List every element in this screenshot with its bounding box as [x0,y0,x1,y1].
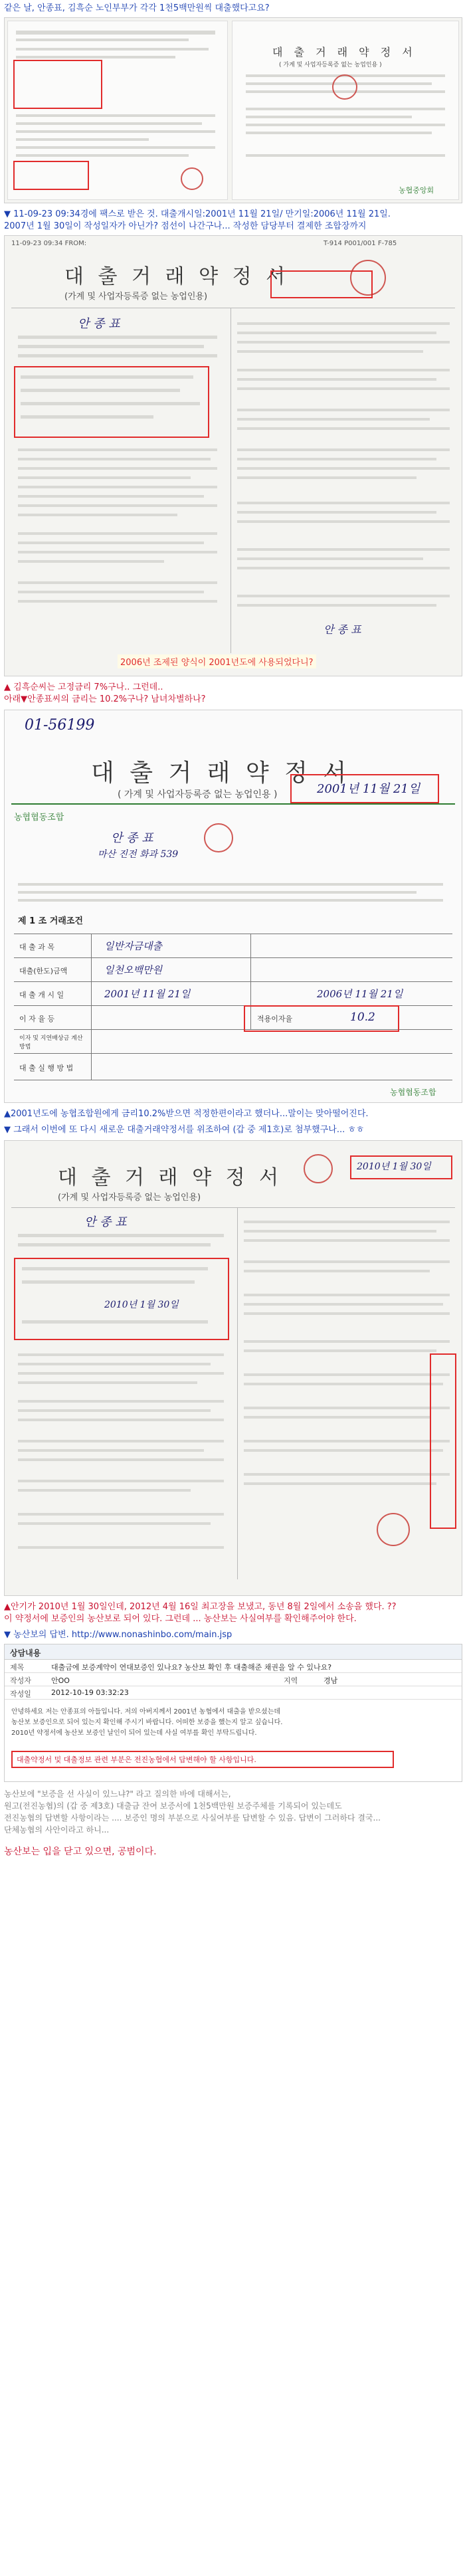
doc4-seal-bottom [377,1513,410,1546]
doc2-seal-top [350,260,386,296]
caption-answer: ▼ 농산보의 답변. http://www.nonashinbo.com/main.jsp [4,1630,232,1640]
qa-body-line-3: 2010년 약정서에 농산보 보증인 날인이 되어 있는데 사실 여부를 확인 부탁드립니다. [11,1730,257,1737]
doc3-value-product: 일반자금대출 [104,940,162,952]
doc1-seal [332,74,357,100]
doc4-name-hand: 안 종 표 [84,1215,127,1229]
doc3-section-1: 제 1 조 거래조건 [18,916,83,926]
note-line-2: 원고(전진농협)의 (갑 중 제3호) 대출금 잔여 보증서에 1천5백만원 보증주체를 기록되어 있는데도 [4,1801,342,1811]
doc3-value-amount: 일천오백만원 [104,964,162,976]
scan-documents-pair [4,17,462,203]
caption-intro: 같은 날, 안종표, 김흑순 노인부부가 각각 1천5백만원씩 대출했다고요? [4,3,270,13]
doc3-row-amount: 대출(한도)금액 [19,967,68,975]
doc2-subtitle: (가계 및 사업자등록증 없는 농업인용) [64,292,208,302]
doc3-value-start: 2001년 11월 21일 [104,988,191,1000]
highlight-rate [244,1005,399,1032]
caption-closing: 농산보는 입을 닫고 있으면, 공범이다. [4,1846,157,1857]
caption-forged: ▼ 그래서 이번에 또 다시 새로운 대출거래약정서를 위조하여 (갑 중 제1호)로 첨부했구나... ㅎㅎ [4,1125,365,1135]
doc1-footer-logo: 농협중앙회 [399,186,434,195]
caption-rate-note: ▲2001년도에 농협조합원에게 금리10.2%받으면 적정한편이라고 했더나...말이는 맞아떨어진다. [4,1109,369,1119]
doc2-title: 대 출 거 래 약 정 서 [64,265,290,288]
doc3-value-end: 2006년 11월 21일 [317,988,403,1000]
doc3-row-start: 대 출 개 시 일 [19,991,64,999]
qa-writer-value: 안OO [51,1676,70,1685]
doc3-footer: 농협협동조합 [390,1088,436,1097]
caption-fax: ▼ 11-09-23 09:34경에 팩스로 받은 것. 대출개시일:2001년 11월 21일/ 만기일:2006년 11월 21일. [4,209,391,219]
qa-title-value: 대출금에 보증계약이 연대보증인 있나요? 농산보 확인 후 대출해준 채권을 알 수 있나요? [51,1663,332,1672]
qa-date-value: 2012-10-19 03:32:23 [51,1688,129,1697]
doc3-seal [204,823,233,852]
doc2-hand-name: 안 종 표 [78,317,120,331]
doc3-org: 농협협동조합 [14,813,64,823]
doc3-row-exec: 대 출 실 행 방 법 [19,1064,74,1072]
qa-header: 상담내용 [10,1648,41,1658]
qa-region-key: 지역 [284,1676,298,1685]
fax-header-right: T-914 P001/001 F-785 [324,240,397,247]
caption-lawsuit: ▲안기가 2010년 1월 30일인데, 2012년 4월 16일 최고장을 보냈고, 동년 8월 2일에서 소송을 했다. ?? [4,1602,397,1612]
doc3-subtitle: ( 가계 및 사업자등록증 없는 농업인용 ) [118,789,278,800]
qa-body-line-1: 안녕하세요 저는 안종표의 아들입니다. 저의 아버지께서 2001년 농협에서 대출을 받으셨는데 [11,1708,280,1716]
doc3-row-rate: 이 자 율 등 [19,1015,54,1023]
qa-date-key: 작성일 [10,1690,31,1698]
scan-contract-2010 [4,1140,462,1596]
note-line-3: 전진농협의 답변할 사항이라는 .... 보증인 명의 부분으로 사실여부를 답변할 수 있음. 답변이 그러하다 결국... [4,1813,381,1823]
caption-fax-2: 2007년 1월 30일이 작성일자가 아닌가? 점선이 나간구나... 작성한 담당부터 결제한 조합장까지 [4,221,367,231]
doc4-date-hand: 2010년 1월 30일 [357,1161,431,1172]
qa-title-key: 제목 [10,1663,25,1672]
caption-rate-1: ▲ 김흑순씨는 고정금리 7%구나.. 그런데.. [4,682,163,692]
highlight-box-left [13,60,102,109]
caption-rate-2: 아래▼안종표씨의 금리는 10.2%구나? 남녀차별하나? [4,694,206,704]
highlight-side-note [430,1353,456,1529]
doc3-rate-label: 적용이자율 [257,1015,293,1023]
annotation-form-date: 2006년 조제된 양식이 2001년도에 사용되었다니? [118,654,316,668]
qa-writer-key: 작성자 [10,1676,31,1685]
note-line-1: 농산보에 "보증을 선 사실이 있느냐?" 라고 질의한 바에 대해서는, [4,1789,231,1799]
seal-stamp [181,167,203,190]
doc3-address-hand: 마산 진전 화과 539 [98,849,179,860]
qa-region-value: 경남 [324,1676,338,1685]
doc3-value-rate: 10.2 [350,1011,375,1024]
scan-fax-contract [4,235,462,676]
doc4-title: 대 출 거 래 약 정 서 [58,1166,283,1189]
doc4-note-hand: 2010년 1월 30일 [104,1300,179,1310]
doc4-seal-top [304,1154,333,1183]
qa-web-panel [4,1644,462,1782]
qa-body-line-2: 농산보 보증인으로 되어 있는지 확인해 주시기 바랍니다. 어떠한 보증을 했는지 알고 싶습니다. [11,1719,283,1726]
highlight-box-left-bottom [13,161,89,190]
doc3-date-hand: 2001년 11월 21일 [317,782,420,796]
doc2-signature: 안 종 표 [324,623,361,636]
doc3-name-hand: 안 종 표 [111,831,153,845]
qa-reply: 대출약정서 및 대출정보 관련 부분은 전진농협에서 답변해야 할 사항입니다. [11,1751,394,1768]
doc3-row-interest-calc: 이자 및 지연배상금 계산방법 [19,1035,83,1050]
caption-guarantor: 이 약정서에 보증인의 농산보로 되어 있다. 그런데 ... 농산보는 사실여부를 확인해주어야 한다. [4,1614,357,1624]
doc3-row-product: 대 출 과 목 [19,943,54,951]
doc3-ref-number: 01-56199 [25,717,95,734]
scan-contract-terms [4,710,462,1103]
note-line-4: 단체농협의 사안이라고 하니... [4,1825,110,1834]
document-left [7,21,228,200]
fax-header-left: 11-09-23 09:34 FROM: [11,240,87,247]
doc1-subtitle: ( 가계 및 사업자등록증 없는 농업인용 ) [279,62,382,68]
doc3-title: 대 출 거 래 약 정 서 [91,759,351,787]
document-right [232,21,459,200]
doc4-subtitle: (가계 및 사업자등록증 없는 농업인용) [58,1193,201,1203]
doc1-title: 대 출 거 래 약 정 서 [272,46,417,58]
